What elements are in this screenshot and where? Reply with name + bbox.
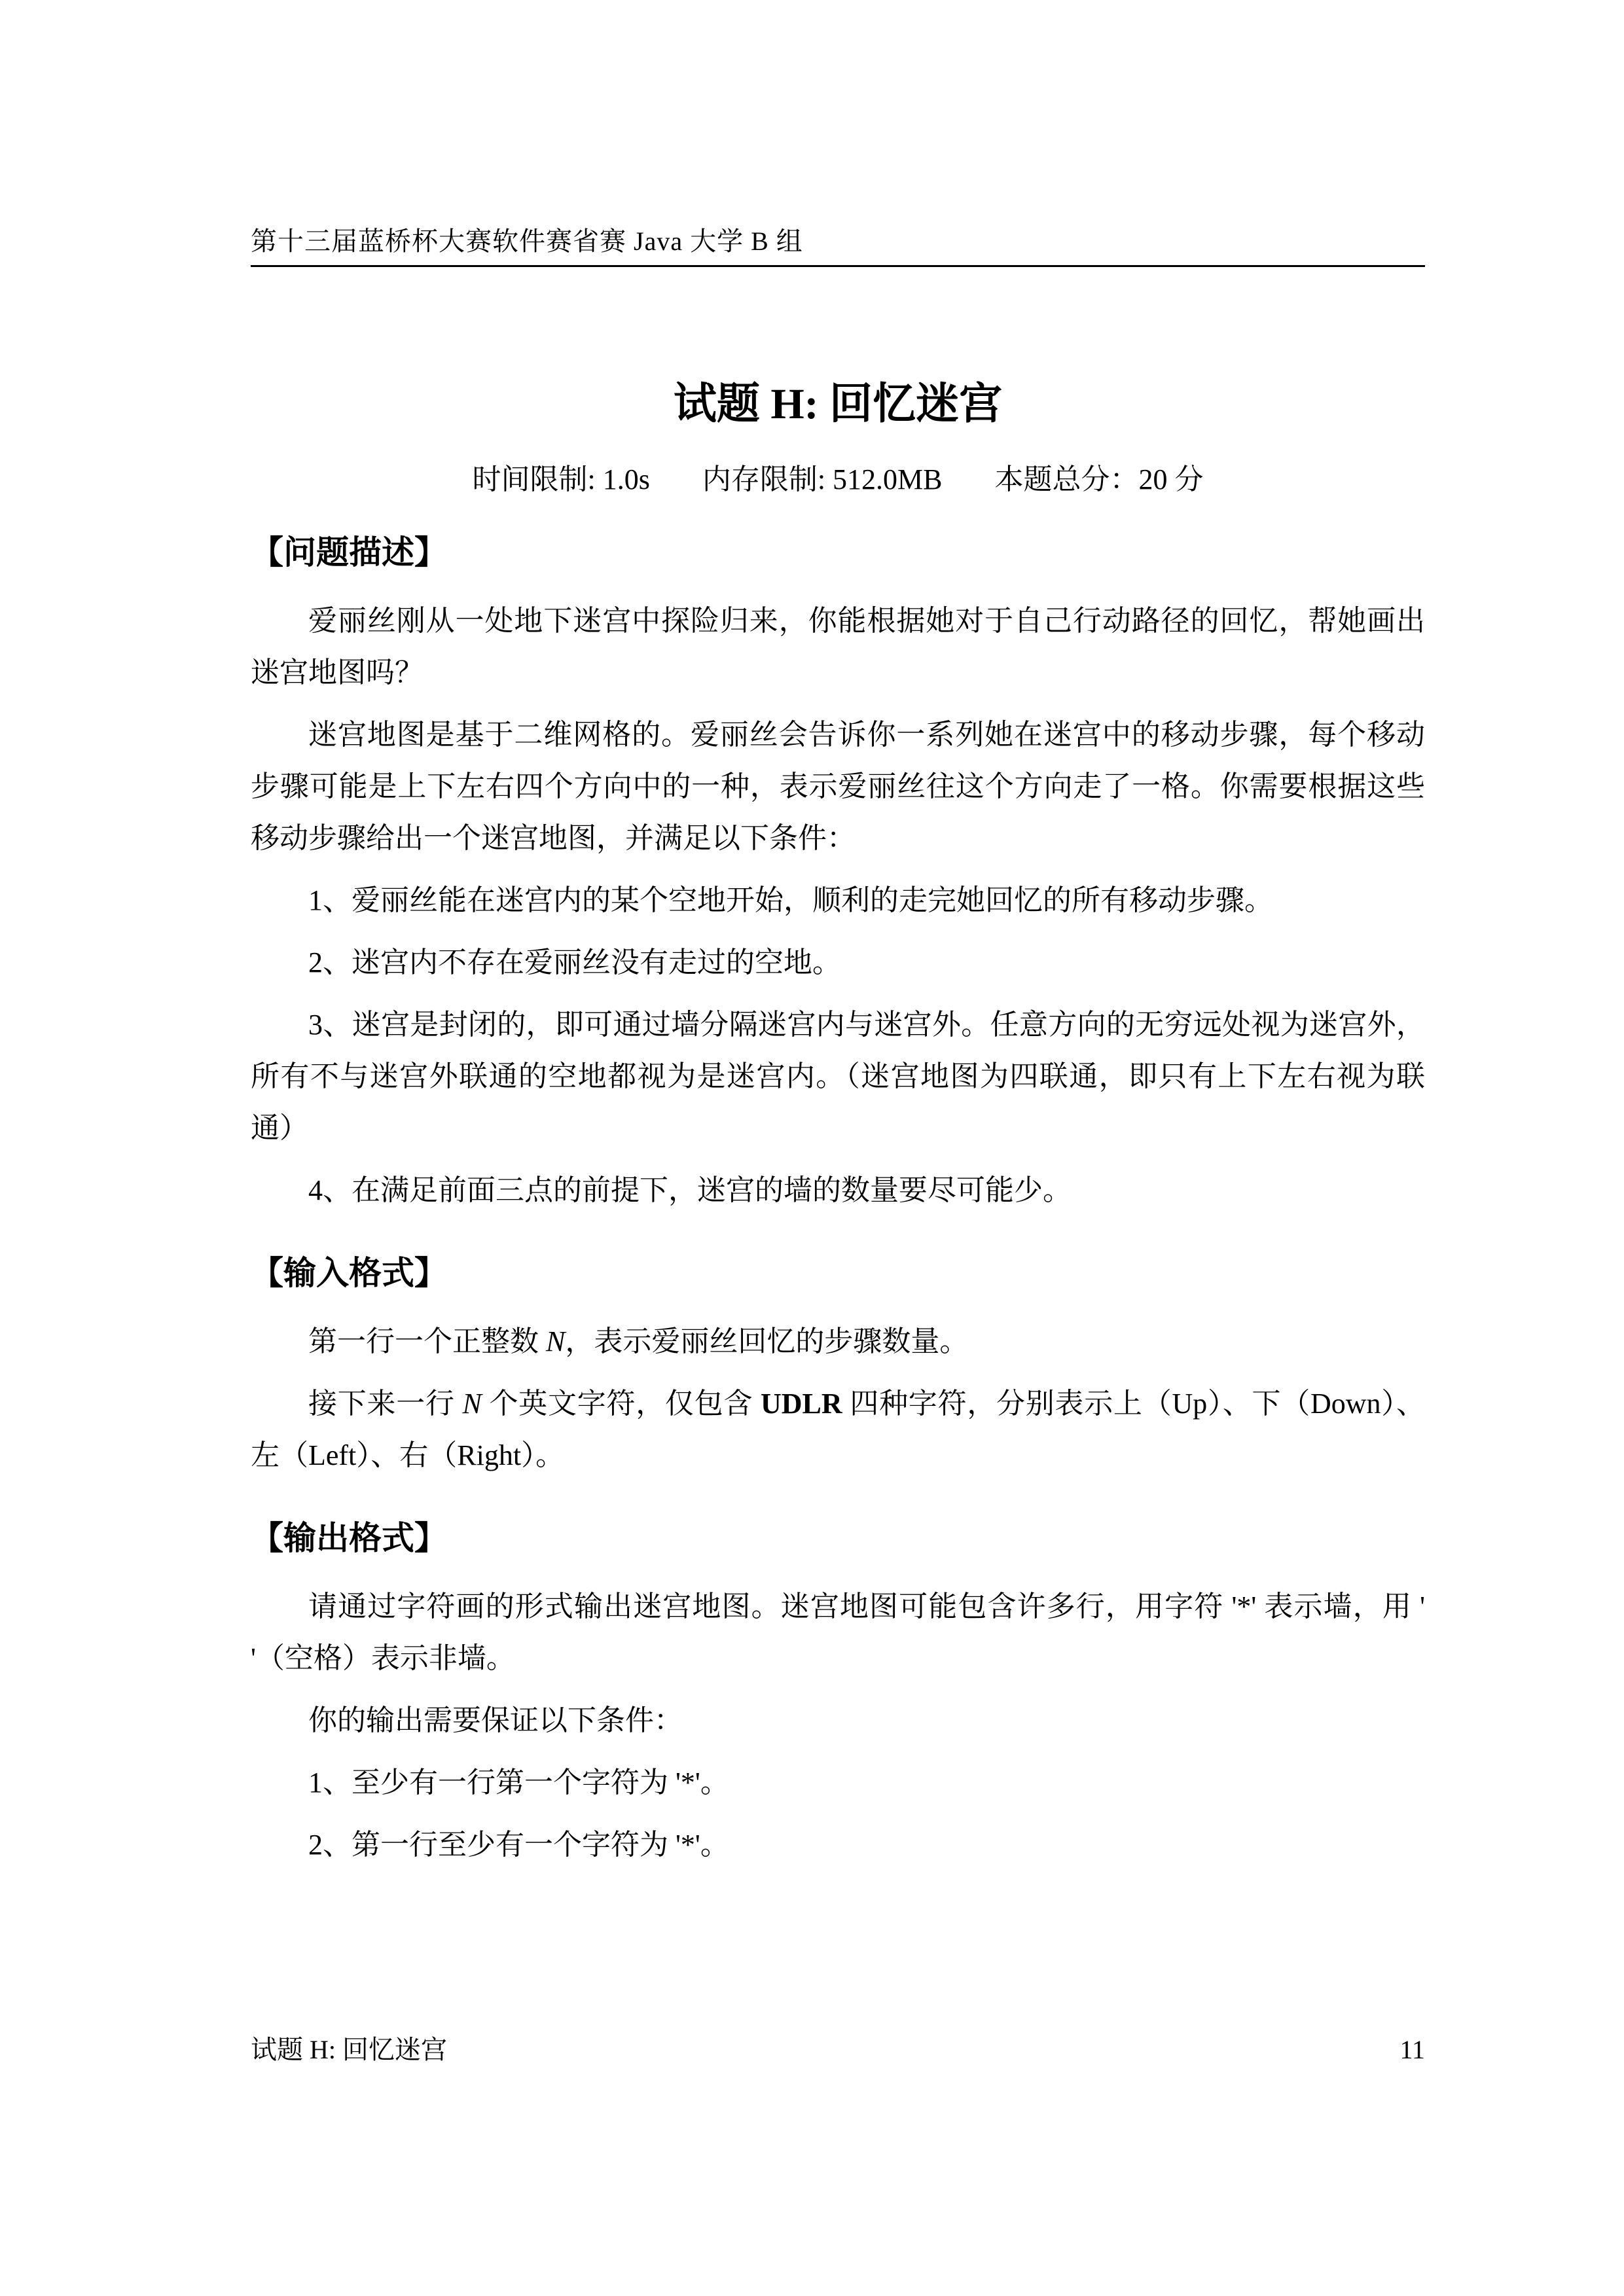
section-heading-output-format: 【输出格式】 xyxy=(251,1520,447,1556)
time-limit: 时间限制: 1.0s xyxy=(472,463,650,495)
text-fragment: 接下来一行 xyxy=(308,1388,463,1420)
problem-condition-2: 2、迷宫内不存在爱丽丝没有走过的空地。 xyxy=(308,946,841,978)
problem-condition-1: 1、爱丽丝能在迷宫内的某个空地开始，顺利的走完她回忆的所有移动步骤。 xyxy=(308,884,1273,916)
page-header xyxy=(251,226,1425,267)
limits-line xyxy=(251,464,1425,495)
output-condition-1: 1、至少有一行第一个字符为 '*'。 xyxy=(308,1767,729,1799)
math-var-n: N xyxy=(462,1388,482,1420)
content-area xyxy=(251,367,1425,1881)
running-header-text: 第十三届蓝桥杯大赛软件赛省赛 Java 大学 B 组 xyxy=(251,226,803,256)
problem-condition-3: 3、迷宫是封闭的，即可通过墙分隔迷宫内与迷宫外。任意方向的无穷远处视为迷宫外，所有不与迷宫外联通的空地都视为是迷宫内。（迷宫地图为四联通，即只有上下左右视为联通） xyxy=(251,1009,1425,1144)
total-score: 本题总分：20 分 xyxy=(994,463,1204,495)
footer-problem-title: 试题 H: 回忆迷宫 xyxy=(251,2035,447,2064)
output-condition-2: 2、第一行至少有一个字符为 '*'。 xyxy=(308,1829,729,1861)
section-heading-input-format: 【输入格式】 xyxy=(251,1255,447,1291)
output-paragraph-1: 请通过字符画的形式输出迷宫地图。迷宫地图可能包含许多行，用字符 '*' 表示墙，用 ' '（空格）表示非墙。 xyxy=(251,1590,1425,1674)
keyword-udlr: UDLR xyxy=(760,1388,842,1420)
input-paragraph-2 xyxy=(251,1378,1425,1481)
text-fragment: 第一行一个正整数 xyxy=(308,1325,546,1357)
memory-limit: 内存限制: 512.0MB xyxy=(702,463,943,495)
page-number: 11 xyxy=(1399,2035,1425,2064)
input-paragraph-1 xyxy=(251,1316,1425,1367)
text-fragment: ，表示爱丽丝回忆的步骤数量。 xyxy=(565,1325,969,1357)
problem-paragraph-2: 迷宫地图是基于二维网格的。爱丽丝会告诉你一系列她在迷宫中的移动步骤，每个移动步骤可能是上下左右四个方向中的一种，表示爱丽丝往这个方向走了一格。你需要根据这些移动步骤给出一个迷宫地图，并满足以下条件： xyxy=(251,719,1425,854)
page-footer xyxy=(251,2034,1425,2066)
output-paragraph-2: 你的输出需要保证以下条件： xyxy=(308,1704,683,1736)
math-var-n: N xyxy=(546,1325,566,1357)
problem-title: 试题 H: 回忆迷宫 xyxy=(673,380,1003,428)
text-fragment: 个英文字符，仅包含 xyxy=(481,1388,761,1420)
text-fragment: 四种字符，分别表示上（Up）、下（Down）、左（Left）、右（Right）。 xyxy=(251,1388,1426,1471)
problem-paragraph-1: 爱丽丝刚从一处地下迷宫中探险归来，你能根据她对于自己行动路径的回忆，帮她画出迷宫地图吗？ xyxy=(251,605,1425,689)
header-rule xyxy=(251,265,1425,267)
section-heading-problem-description: 【问题描述】 xyxy=(251,534,447,571)
problem-condition-4: 4、在满足前面三点的前提下，迷宫的墙的数量要尽可能少。 xyxy=(308,1174,1072,1206)
